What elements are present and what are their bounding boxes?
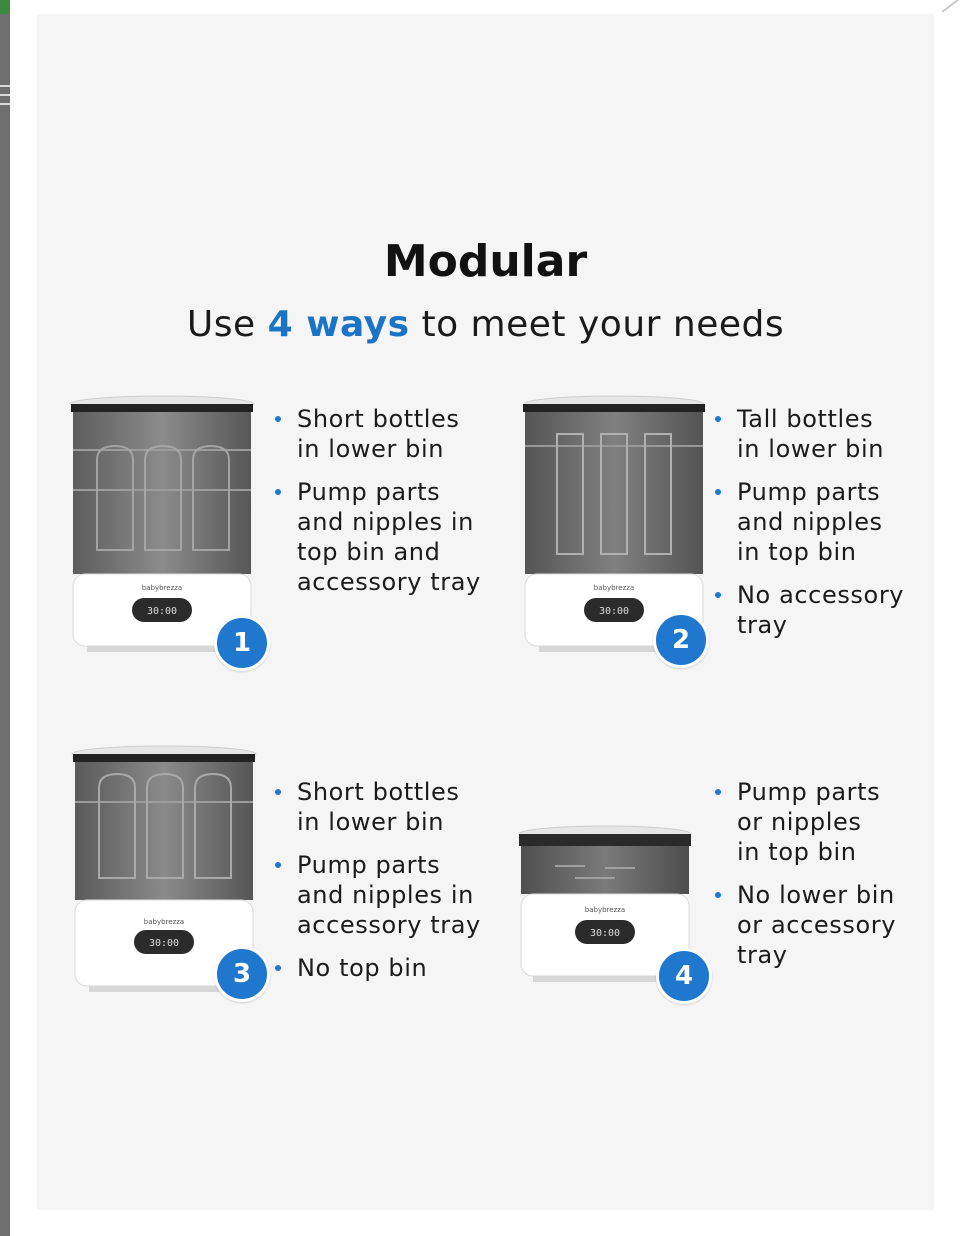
list-item: Short bottles in lower bin — [273, 777, 481, 837]
infographic-panel — [37, 14, 934, 1210]
edge-accent — [0, 0, 10, 14]
svg-text:30:00: 30:00 — [589, 928, 621, 939]
svg-text:babybrezza: babybrezza — [143, 918, 185, 926]
config-3-bullet-list — [273, 777, 481, 996]
menu-icon — [0, 78, 10, 112]
svg-text:30:00: 30:00 — [148, 938, 180, 949]
config-1-bullet-list — [273, 404, 481, 610]
list-item: Pump parts or nipples in top bin — [713, 777, 896, 867]
page-title: Modular — [383, 236, 588, 287]
config-number-badge: 3 — [214, 946, 270, 1002]
svg-text:babybrezza: babybrezza — [141, 584, 183, 592]
svg-text:babybrezza: babybrezza — [593, 584, 635, 592]
subtitle-suffix: to meet your needs — [409, 304, 785, 345]
subtitle-prefix: Use — [186, 304, 268, 345]
list-item: Pump parts and nipples in top bin — [713, 477, 904, 567]
config-number-badge: 2 — [653, 612, 709, 668]
list-item: Pump parts and nipples in top bin and accessory tray — [273, 477, 481, 597]
close-icon[interactable] — [932, 0, 960, 22]
config-number-badge: 1 — [214, 615, 270, 671]
svg-text:babybrezza: babybrezza — [584, 906, 626, 914]
list-item: Tall bottles in lower bin — [713, 404, 904, 464]
subtitle-accent: 4 ways — [267, 304, 410, 345]
left-window-edge — [0, 0, 10, 1236]
list-item: Pump parts and nipples in accessory tray — [273, 850, 481, 940]
config-4-bullet-list — [713, 777, 896, 983]
svg-text:30:00: 30:00 — [598, 606, 630, 617]
list-item: Short bottles in lower bin — [273, 404, 481, 464]
list-item: No top bin — [273, 953, 481, 983]
list-item: No lower bin or accessory tray — [713, 880, 896, 970]
config-number-badge: 4 — [656, 948, 712, 1004]
list-item: No accessory tray — [713, 580, 904, 640]
page-subtitle — [37, 304, 934, 345]
config-2-bullet-list — [713, 404, 904, 653]
svg-text:30:00: 30:00 — [146, 606, 178, 617]
